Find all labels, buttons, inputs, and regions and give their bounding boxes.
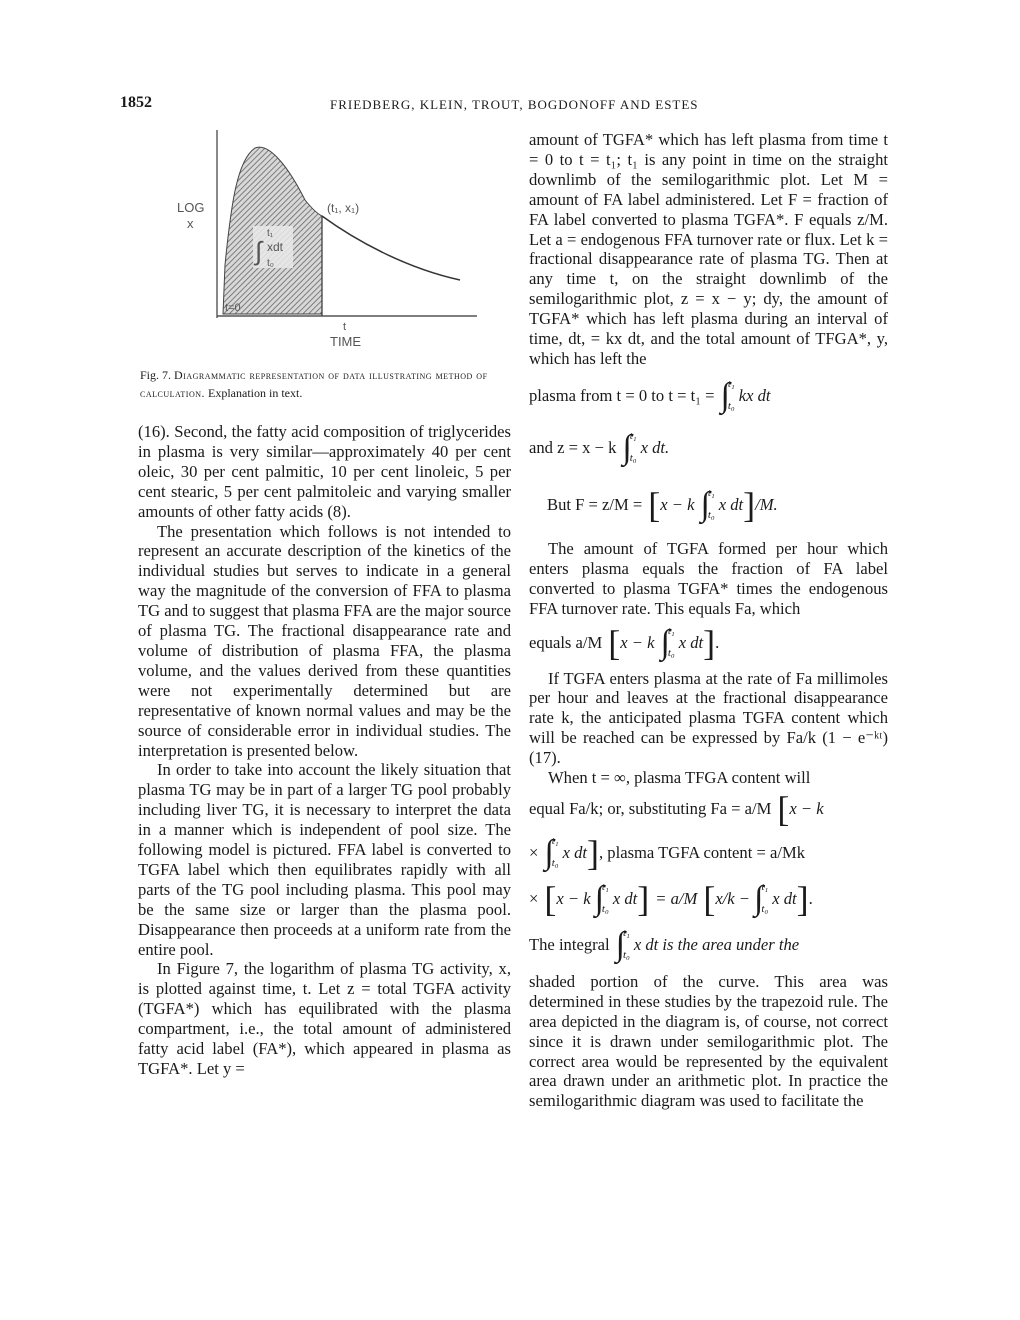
- left-column: [138, 422, 511, 1079]
- caption-note: Explanation in text.: [208, 386, 303, 400]
- eq4-bracket-open: [: [608, 622, 621, 663]
- eq8-integral: ∫: [615, 925, 625, 963]
- page-number: 1852: [120, 94, 152, 111]
- figure-caption: [140, 366, 512, 402]
- eq4-integral: ∫: [660, 623, 670, 661]
- eq1-lower: t₀: [727, 399, 735, 412]
- integral-label-upper: t₁: [267, 228, 274, 239]
- eq3-upper: t₁: [707, 486, 715, 499]
- eq7-integral-2: ∫: [754, 879, 764, 917]
- eq7-c: = a/M: [655, 888, 698, 908]
- eq4-mid: x − k: [620, 632, 655, 652]
- equation-8: [529, 922, 888, 968]
- eq8-prefix: The integral: [529, 934, 610, 954]
- eq7-prefix: ×: [529, 888, 539, 908]
- decay-curve: [322, 216, 460, 280]
- right-paragraph-2: The amount of TGFA formed per hour which enters plasma equals the fraction of FA label converted to plasma TGFA* times the endogenous FFA turnover rate. This equals Fa, which: [529, 538, 888, 618]
- origin-label: t=0: [225, 302, 241, 314]
- eq1-upper: t₁: [727, 377, 735, 390]
- eq2-integral: ∫: [622, 428, 632, 466]
- y-axis-label-x: x: [187, 216, 194, 231]
- x-axis-tick-t: t: [343, 321, 347, 333]
- point-label: (t₁, x₁): [327, 201, 360, 215]
- eq1-suffix: kx dt: [738, 385, 771, 405]
- eq7-b: x dt: [612, 888, 638, 908]
- y-axis-label-log: LOG: [177, 200, 205, 215]
- equation-4: [529, 621, 888, 665]
- right-paragraph-5: shaded portion of the curve. This area was determined in these studies by the trapezoid rule. The area depicted in the diagram is, of course, not correct since it is drawn under semilogarithmic plot. The correct area would be represented by the equivalent area drawn under an arithmetic plot. In practice the semilogarithmic diagram was used to facilitate the: [529, 971, 888, 1111]
- right-column: [529, 130, 888, 1111]
- eq1-prefix: plasma from t = 0 to t = t₁ =: [529, 385, 715, 405]
- left-paragraph-4: In Figure 7, the logarithm of plasma TG activity, x, is plotted against time, t. Let z = total TGFA activity (TGFA*) which has equilibrated with the plasma compartment, i.e., the total amount of administered fatty acid label (FA*), which appeared in plasma as TGFA*. Let y =: [138, 959, 511, 1078]
- right-paragraph-1: amount of TGFA* which has left plasma from time t = 0 to t = t₁; t₁ is any point in time on the straight downlimb of the semilogarithmic plot. Let M = amount of FA label administered. Let F = fraction of FA label converted to plasma TGFA*. F equals z/M. Let a = endogenous FFA turnover rate or flux. Let k = fractional disappearance rate of plasma TG. Then at any time t, on the straight downlimb of the semilogarithmic plot, z = x − y; dy, the amount of TGFA* which has left plasma during an interval of time, dt, = kx dt, and the total amount of TFGA*, y, which has left the: [529, 130, 888, 368]
- eq3-integral: ∫: [700, 485, 710, 523]
- caption-fig-number: Fig. 7.: [140, 368, 172, 382]
- eq6-integral: ∫: [544, 833, 554, 871]
- eq5-tail: x − k: [789, 798, 824, 818]
- eq4-upper: t₁: [667, 624, 675, 637]
- eq8-suffix: x dt is the area under the: [633, 934, 800, 954]
- integral-label: [253, 226, 293, 269]
- equation-7: [529, 876, 888, 922]
- eq3-suffix: x dt: [718, 494, 744, 514]
- eq4-prefix: equals a/M: [529, 632, 603, 652]
- eq6-prefix: ×: [529, 842, 539, 862]
- eq2-suffix: x dt.: [640, 437, 670, 457]
- eq6-upper: t₁: [551, 834, 559, 847]
- eq7-bracket-close-1: ]: [637, 878, 650, 919]
- eq7-bracket-open-1: [: [544, 878, 557, 919]
- eq6-mid: x dt: [562, 842, 587, 862]
- eq7-a: x − k: [556, 888, 591, 908]
- eq5-prefix: equal Fa/k; or, substituting Fa = a/M: [529, 798, 772, 818]
- eq7-upper-1: t₁: [601, 880, 609, 893]
- eq7-upper-2: t₁: [761, 880, 769, 893]
- eq5-bracket-open: [: [777, 788, 790, 829]
- eq4-lower: t₀: [667, 646, 675, 659]
- eq8-lower: t₀: [622, 949, 630, 962]
- eq3-prefix: But F = z/M =: [547, 494, 643, 514]
- eq3-bracket-close: ]: [743, 484, 756, 525]
- eq3-bracket-open: [: [648, 484, 661, 525]
- right-paragraph-3: If TGFA enters plasma at the rate of Fa millimoles per hour and leaves at the fractional disappearance rate k, the anticipated plasma TGFA content which will be reached can be expressed by Fa/k (1 − e⁻ᵏᵗ) (17).: [529, 668, 888, 768]
- figure-7-diagram: [175, 130, 495, 360]
- eq3-tail: /M.: [755, 494, 778, 514]
- integral-label-lower: t₀: [267, 258, 274, 269]
- eq1-integral: ∫: [720, 376, 730, 414]
- left-paragraph-2: The presentation which follows is not intended to represent an accurate description of the kinetics of the individual studies but serves to indicate in a general way the magnitude of the conversion of FFA to plasma TG and to suggest that plasma FFA are the major source of plasma TG. The fractional disappearance rate and volume of distribution of plasma FFA, the plasma volume, and the values derived from these quantities were not experimentally determined but are representative of known normal values and may be the source of considerable error in individual studies. The interpretation is presented below.: [138, 521, 511, 760]
- eq8-upper: t₁: [622, 926, 630, 939]
- eq6-bracket-close: ]: [587, 832, 599, 873]
- eq4-bracket-close: ]: [703, 622, 716, 663]
- eq7-lower-1: t₀: [601, 903, 609, 916]
- figure-7: [175, 130, 495, 360]
- equation-2: [529, 425, 888, 471]
- equation-1: [529, 373, 888, 419]
- eq7-integral-1: ∫: [594, 879, 604, 917]
- eq2-prefix: and z = x − k: [529, 437, 617, 457]
- eq3-lower: t₀: [707, 508, 715, 521]
- eq7-bracket-open-2: [: [703, 878, 716, 919]
- eq2-lower: t₀: [629, 451, 637, 464]
- x-axis-label-time: TIME: [330, 334, 362, 349]
- eq6-suffix: , plasma TGFA content = a/Mk: [599, 842, 806, 862]
- eq7-d: x/k −: [715, 888, 750, 908]
- left-paragraph-1: (16). Second, the fatty acid composition of triglycerides in plasma is very similar—approximately 40 per cent oleic, 30 per cent palmitic, 10 per cent linoleic, 5 per cent stearic, 5 per cent palmitoleic and varying smaller amounts of other fatty acids (8).: [138, 422, 511, 521]
- eq7-tail: .: [808, 888, 813, 908]
- eq6-lower: t₀: [551, 857, 559, 870]
- eq7-e: x dt: [772, 888, 797, 908]
- eq2-upper: t₁: [629, 429, 637, 442]
- eq7-bracket-close-2: ]: [796, 878, 809, 919]
- integral-label-int: ∫: [255, 236, 263, 266]
- eq3-mid: x − k: [660, 494, 695, 514]
- equation-5: [529, 788, 888, 830]
- integral-label-body: xdt: [267, 240, 284, 254]
- equation-3: [529, 481, 888, 529]
- equation-6: [529, 830, 888, 876]
- eq4-suffix: x dt: [678, 632, 704, 652]
- left-paragraph-3: In order to take into account the likely situation that plasma TG may be in part of a larger TG pool probably including liver TG, it is necessary to interpret the data in a manner which is independent of pool size. The following model is pictured. FFA label is converted to TGFA label which then equilibrates rapidly with all parts of the TG pool including plasma. This pool may be the same size or larger than the plasma pool. Disappearance then proceeds at a uniform rate from the entire pool.: [138, 760, 511, 959]
- right-paragraph-4: When t = ∞, plasma TFGA content will: [548, 768, 811, 788]
- eq4-tail: .: [715, 632, 720, 652]
- caption-title: Diagrammatic representation of data illustrating method of calculation.: [140, 368, 488, 400]
- eq7-lower-2: t₀: [761, 903, 769, 916]
- running-head: FRIEDBERG, KLEIN, TROUT, BOGDONOFF AND ESTES: [330, 97, 699, 112]
